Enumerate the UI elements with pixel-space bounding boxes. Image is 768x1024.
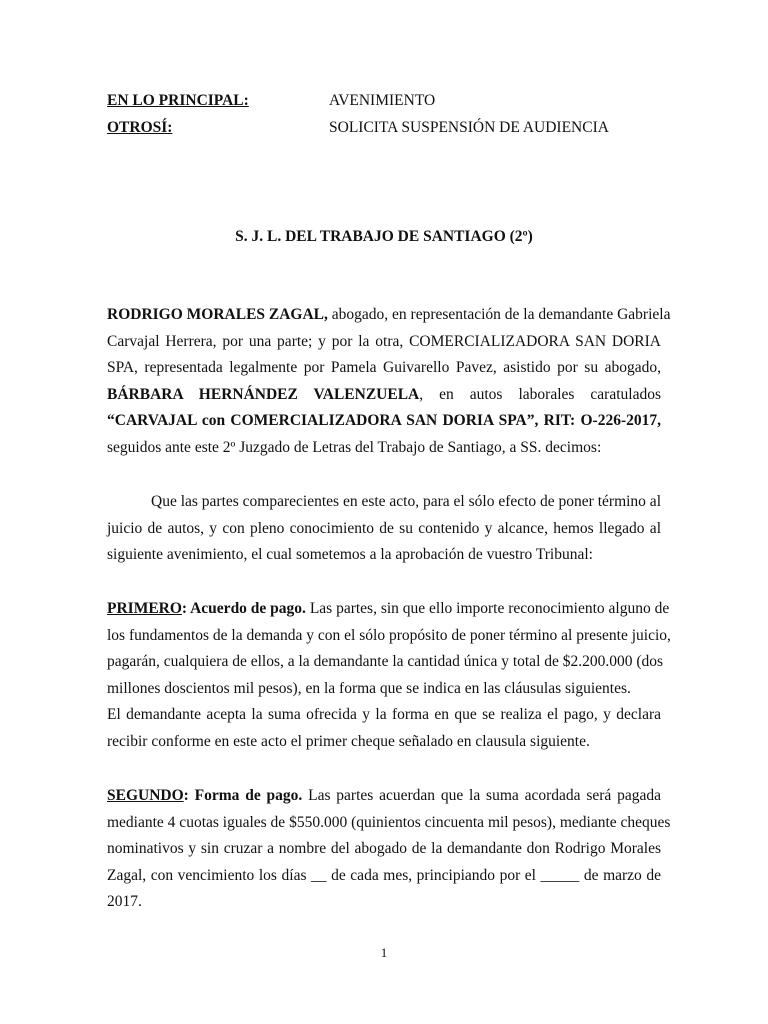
primero-line-3: pagarán, cualquiera de ellos, a la demandante la cantidad única y total de $2.200.000 (dos [107,653,664,670]
primero-line-1-text: Las partes, sin que ello importe reconocimiento alguno de [305,600,670,617]
otrosi-label: OTROSÍ: [107,119,173,136]
segundo-line-1-text: Las partes acuerdan que la suma acordada será pagada [302,787,661,804]
intro-line-6: seguidos ante este 2º Juzgado de Letras del Trabajo de Santiago, a SS. decimos: [107,438,602,456]
intro-paragraph [107,302,671,461]
primero-line-5: El demandante acepta la suma ofrecida y la forma en que se realiza el pago, y declara [107,706,661,723]
primero-colon: : [181,600,188,617]
segundo-line-5: 2017. [107,893,142,910]
segundo-colon: : [183,787,189,804]
agreement-line-1-text: Que las partes comparecientes en este acto, para el sólo efecto de poner término al [151,493,661,510]
primero-label [107,600,306,617]
segundo-line-2: mediante 4 cuotas iguales de $550.000 (quinientos cincuenta mil pesos), mediante cheques [107,813,671,831]
case-rit: RIT: O-226-2017, [543,412,661,429]
intro-line-4 [107,382,661,409]
agreement-line-3: siguiente avenimiento, el cual sometemos a la aprobación de vuestro Tribunal: [107,546,593,563]
segundo-line-4: Zagal, con vencimiento los días __ de cada mes, principiando por el _____ de marzo de [107,866,661,884]
primero-line-4: millones doscientos mil pesos), en la forma que se indica en las cláusulas siguientes. [107,679,631,697]
agreement-line-1 [107,489,661,516]
primero-label-text: PRIMERO [107,600,182,617]
primero-line-6: recibir conforme en este acto el primer cheque señalado en clausula siguiente. [107,732,590,750]
intro-line-1 [107,302,671,329]
lawyer-name: RODRIGO MORALES ZAGAL, [107,306,328,323]
heading-otrosi [107,118,609,138]
segundo-line-3: nominativos y sin cruzar a nombre del abogado de la demandante don Rodrigo Morales [107,840,661,857]
segundo-label [107,787,302,804]
agreement-paragraph [107,489,661,569]
segundo-label-text: SEGUNDO [107,787,184,804]
primero-line-1 [107,596,670,623]
clause-primero [107,596,671,755]
principal-label: EN LO PRINCIPAL: [107,92,249,109]
segundo-title: Forma de pago. [188,787,303,804]
primero-title: Acuerdo de pago. [187,600,306,617]
otrosi-value: SOLICITA SUSPENSIÓN DE AUDIENCIA [329,119,609,136]
court-title: S. J. L. DEL TRABAJO DE SANTIAGO (2º) [235,228,533,245]
clause-segundo [107,783,671,916]
heading-principal [107,91,435,111]
primero-line-2: los fundamentos de la demanda y con el sólo propósito de poner término al presente juicio, [107,626,671,644]
case-caption: “CARVAJAL con COMERCIALIZADORA SAN DORIA SPA” [107,412,535,429]
intro-line-3: SPA, representada legalmente por Pamela Guivarello Pavez, asistido por su abogado, [107,359,661,376]
intro-line-1-text: abogado, en representación de la demandante Gabriela [327,306,671,323]
intro-line-5 [107,408,661,435]
agreement-line-2: juicio de autos, y con pleno conocimiento de su contenido y alcance, hemos llegado al [107,519,661,537]
intro-line-2: Carvajal Herrera, por una parte; y por la otra, COMERCIALIZADORA SAN DORIA [107,332,661,350]
page-number: 1 [380,945,388,960]
case-separator: , [534,412,544,429]
intro-line-4-text: , en autos laborales caratulados [419,385,661,403]
principal-value: AVENIMIENTO [329,92,436,109]
segundo-line-1 [107,783,661,810]
opposing-lawyer-name: BÁRBARA HERNÁNDEZ VALENZUELA [107,385,420,403]
